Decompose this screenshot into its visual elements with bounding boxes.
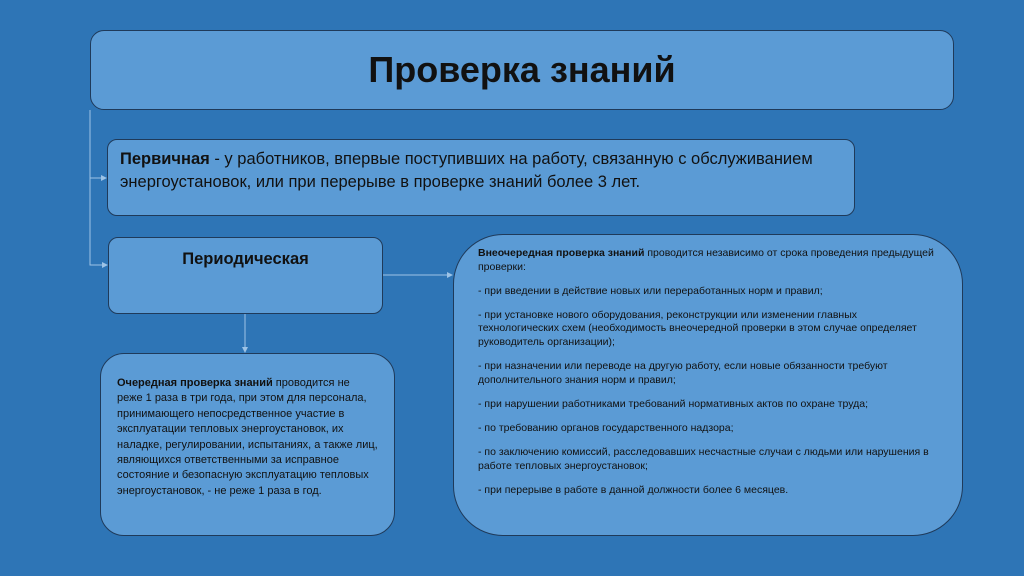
periodic-check-box: [108, 237, 383, 314]
list-item: - при установке нового оборудования, реконструкции или изменении главных технологических схем (необходимость внеочередной проверки в этом случае определяет руководитель организации);: [478, 308, 917, 348]
connector-title-periodic: [90, 178, 107, 265]
extraordinary-intro: проводится независимо от срока проведения предыдущей проверки:: [478, 247, 934, 273]
primary-check-box: [107, 139, 855, 216]
list-item: - при нарушении работниками требований нормативных актов по охране труда;: [478, 397, 869, 410]
regular-term: Очередная проверка знаний: [117, 377, 273, 389]
extraordinary-term: Внеочередная проверка знаний: [478, 247, 645, 259]
extraordinary-intro-paragraph: [478, 247, 936, 274]
regular-text: проводится не реже 1 раза в три года, при этом для персонала, принимающего непосредственное участие в эксплуатации тепловых энергоустановок, их наладке, регулировании, испытаниях, а также лиц, являющихся ответственными за исправное состояние и безопасную эксплуатацию тепловых энергоустановок, - не реже 1 раза в год.: [117, 377, 378, 497]
list-item: - при перерыве в работе в данной должности более 6 месяцев.: [478, 483, 789, 496]
periodic-label: Периодическая: [182, 250, 309, 268]
list-item: - при введении в действие новых или переработанных норм и правил;: [478, 284, 823, 297]
connector-title-primary: [90, 110, 106, 178]
extraordinary-check-box: [453, 234, 963, 536]
regular-check-box: [100, 353, 395, 536]
primary-text: - у работников, впервые поступивших на работу, связанную с обслуживанием энергоустановок, или при перерыве в проверке знаний более 3 лет.: [120, 150, 813, 191]
title-box: [90, 30, 954, 110]
list-item: - по требованию органов государственного надзора;: [478, 421, 734, 434]
list-item: - при назначении или переводе на другую работу, если новые обязанности требуют дополнительного знания норм и правил;: [478, 360, 888, 386]
list-item: - по заключению комиссий, расследовавших несчастные случаи с людьми или нарушения в работе тепловых энергоустановок;: [478, 445, 929, 472]
primary-term: Первичная: [120, 150, 210, 168]
page-title: Проверка знаний: [368, 49, 676, 90]
